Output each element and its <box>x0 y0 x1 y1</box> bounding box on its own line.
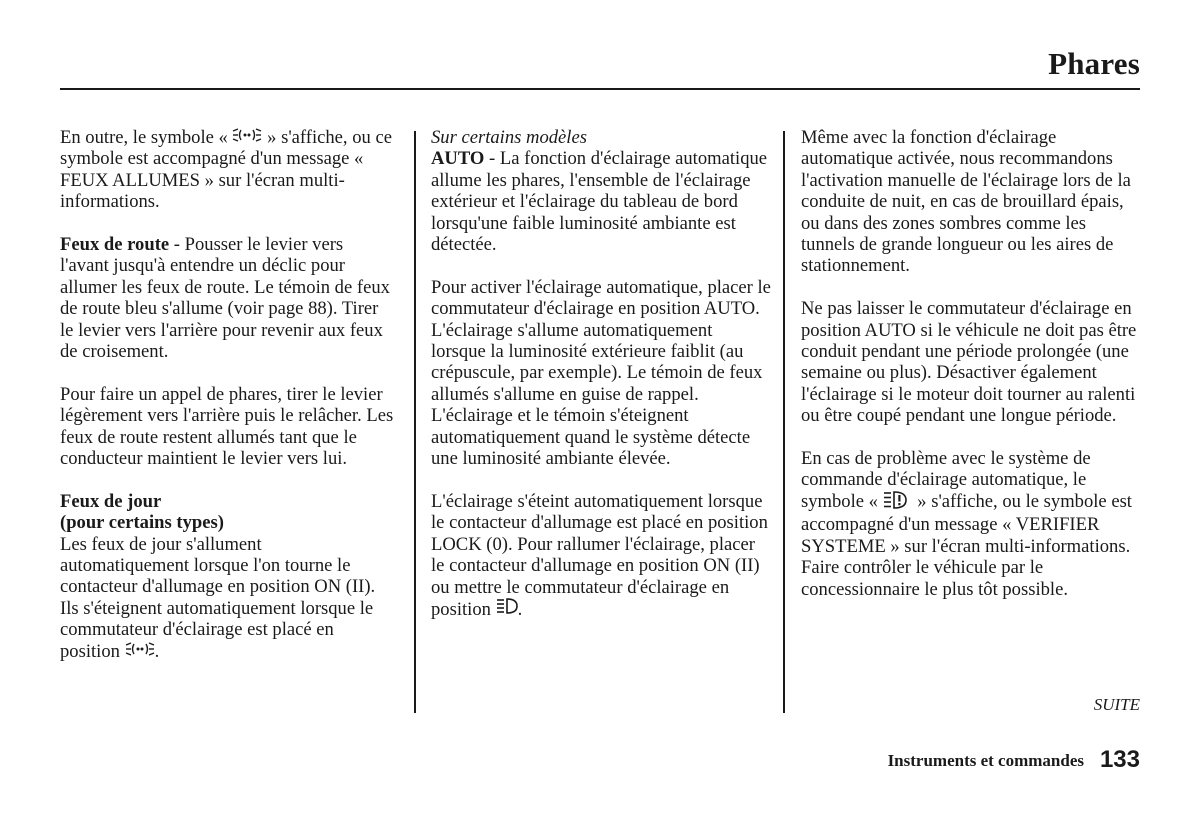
parking-lights-icon <box>232 128 262 145</box>
column-3 <box>801 127 1141 621</box>
paragraph-auto-stationnement: Ne pas laisser le commutateur d'éclairage en position AUTO si le véhicule ne doit pas être conduit pendant une période prolongée (une semaine ou plus). Désactiver également l'éclairage si le moteur doit tourner au ralenti ou être coupé pendant une longue période. <box>801 298 1137 427</box>
paragraph-eclairage-eteint: L'éclairage s'éteint automatiquement lorsque le contacteur d'allumage est placé en position LOCK (0). Pour rallumer l'éclairage, placer le contacteur d'allumage en position ON (II) ou mettre le commutateur d'éclairage en position . <box>431 490 768 620</box>
paragraph-feux-allumes: En outre, le symbole « » s'affiche, ou ce symbole est accompagné d'un message « FEUX ALLUMES » sur l'écran multi-informations. <box>60 127 392 213</box>
column-2 <box>431 127 771 642</box>
paragraph-feux-de-route: Feux de route - Pousser le levier vers l'avant jusqu'à entendre un déclic pour allumer les feux de route. Le témoin de feux de route bleu s'allume (voir page 88). Tirer le levier vers l'arrière pour revenir aux feux de croisement. <box>60 234 390 363</box>
column-divider-1 <box>414 131 416 713</box>
paragraph-auto: Sur certains modèles AUTO - La fonction d'éclairage automatique allume les phares, l'ensemble de l'éclairage extérieur et l'éclairage du tableau de bord lorsqu'une faible luminosité ambiante est détectée. <box>431 127 768 256</box>
continued-label: SUITE <box>1093 695 1140 714</box>
headlight-icon <box>496 598 518 617</box>
paragraph-appel-de-phares: Pour faire un appel de phares, tirer le levier légèrement vers l'arrière puis le relâcher. Les feux de route restent allumés tant que le conducteur maintient le levier vers lui. <box>60 383 394 470</box>
paragraph-recommandation: Même avec la fonction d'éclairage automatique activée, nous recommandons l'activation manuelle de l'éclairage lors de la conduite de nuit, en cas de brouillard épais, ou dans des zones sombres comme les tunnels de grande longueur ou les aires de stationnement. <box>801 127 1131 277</box>
title-rule <box>60 88 1140 90</box>
page-number: 133 <box>1099 746 1140 773</box>
paragraph-feux-de-jour: Feux de jour (pour certains types) Les feux de jour s'allument automatiquement lorsque l'on tourne le contacteur d'allumage en position ON (II). Ils s'éteignent automatiquement lorsque le commutateur d'éclairage est placé en position . <box>60 490 376 662</box>
column-1 <box>60 127 395 684</box>
auto-light-warning-icon <box>883 491 913 514</box>
parking-lights-icon <box>125 642 155 659</box>
paragraph-activer-eclairage: Pour activer l'éclairage automatique, placer le commutateur d'éclairage en position AUTO. L'éclairage s'allume automatiquement lorsque la luminosité extérieure faiblit (au crépuscule, par exemple). Le témoin de feux allumés s'allume en guise de rappel. L'éclairage et le témoin s'éteignent automatiquement quand le système détecte une luminosité ambiante élevée. <box>431 276 771 470</box>
paragraph-probleme-systeme: En cas de problème avec le système de commande d'éclairage automatique, le symbole « » s'affiche, ou le symbole est accompagné d'un message « VERIFIER SYSTEME » sur l'écran multi-informations. Faire contrôler le véhicule par le concessionnaire le plus tôt possible. <box>801 448 1132 600</box>
column-divider-2 <box>783 131 785 713</box>
page-title: Phares <box>1048 46 1140 81</box>
section-name: Instruments et commandes <box>887 751 1084 770</box>
